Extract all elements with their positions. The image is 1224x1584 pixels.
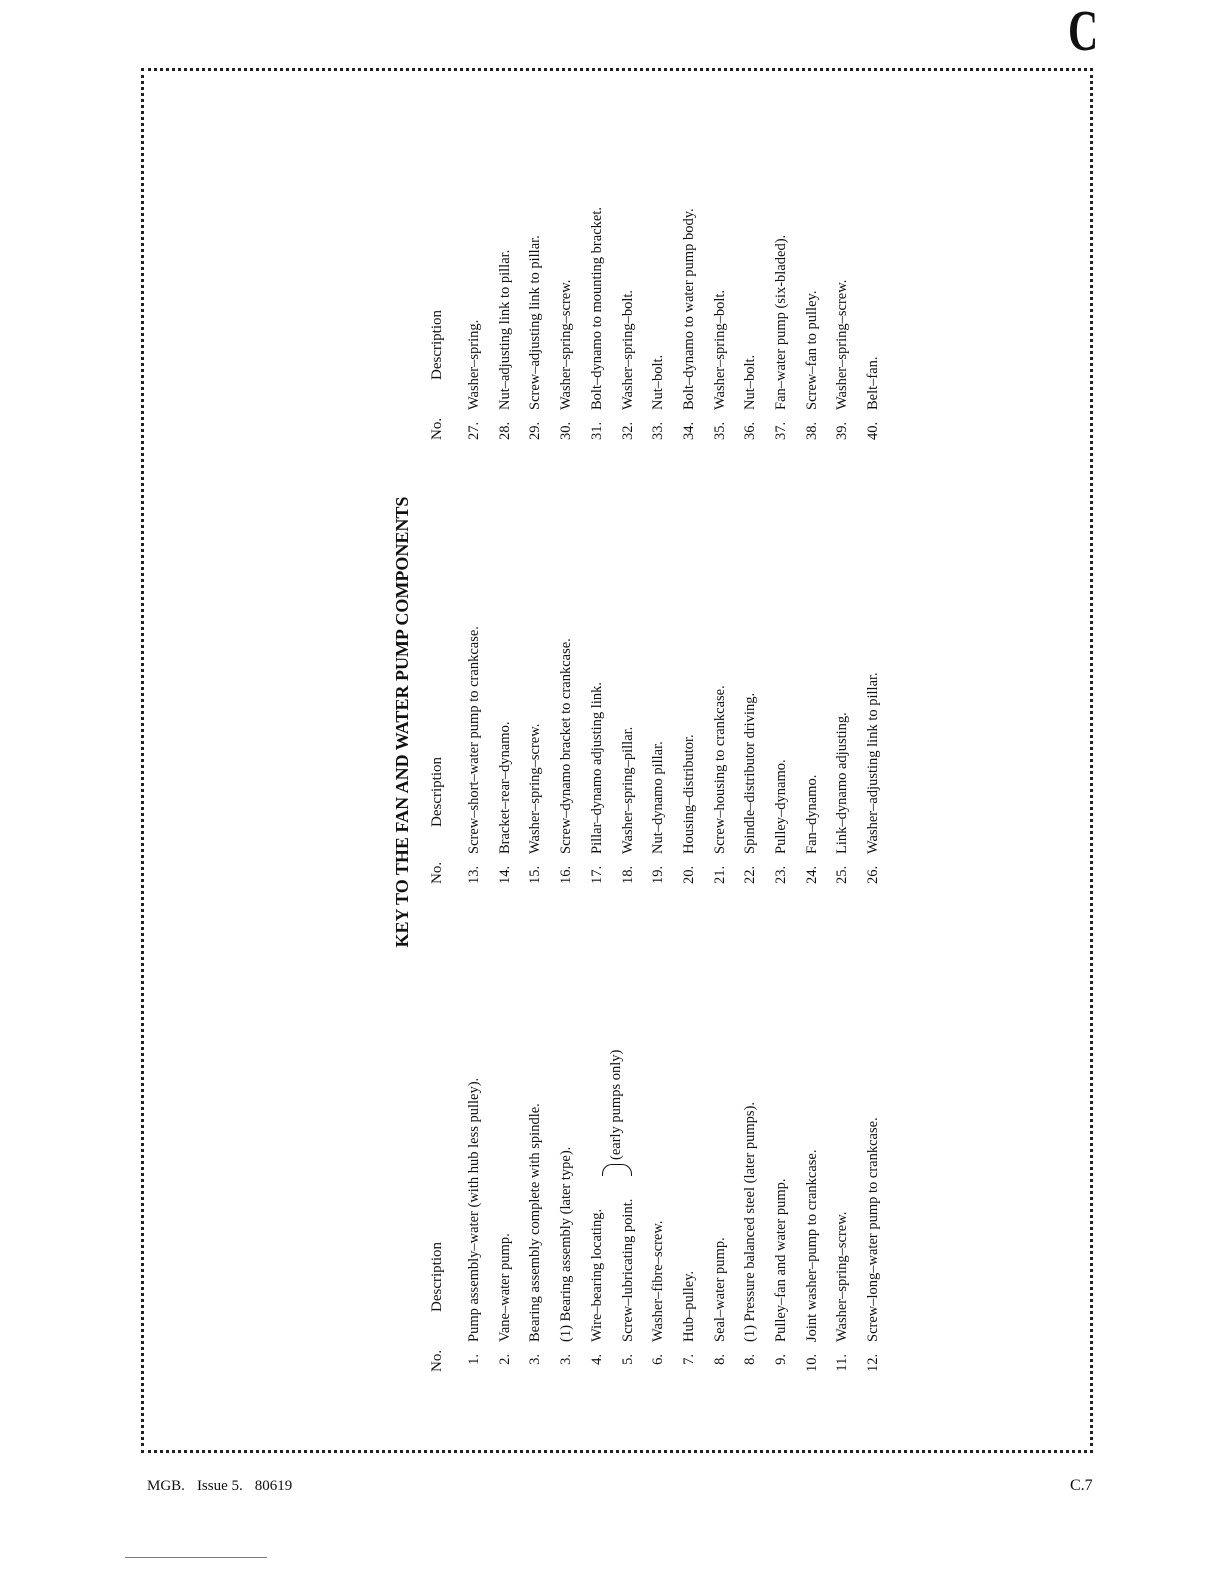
- part-number: 17.: [588, 865, 605, 884]
- part-description: Washer–spring–screw.: [558, 279, 575, 410]
- part-number: 2.: [496, 1354, 513, 1365]
- part-description: Screw–fan to pulley.: [803, 290, 820, 410]
- footer-reference: [147, 1476, 292, 1496]
- part-description: Vane–water pump.: [496, 1233, 513, 1342]
- part-number: 40.: [865, 421, 882, 440]
- part-description: (1) Bearing assembly (later type).: [558, 1146, 575, 1342]
- part-description: Fan–water pump (six-bladed).: [773, 234, 789, 410]
- part-number: 1.: [466, 1354, 482, 1365]
- part-description: Washer–spring–bolt.: [711, 289, 728, 410]
- part-description: Screw–dynamo bracket to crankcase.: [558, 638, 575, 854]
- part-number: 3.: [558, 1354, 575, 1365]
- part-description: Pillar–dynamo adjusting link.: [588, 682, 605, 854]
- part-number: 28.: [496, 421, 513, 440]
- footer-issue: Issue 5.: [196, 1478, 243, 1494]
- part-description: Link–dynamo adjusting.: [834, 712, 851, 854]
- column-3-description-header: Description: [429, 310, 445, 380]
- part-description: Washer–spring–pillar.: [619, 726, 636, 854]
- part-number: 24.: [803, 865, 820, 884]
- part-number: 37.: [773, 421, 789, 440]
- part-number: 30.: [558, 421, 575, 440]
- part-description: Screw–housing to crankcase.: [711, 685, 728, 854]
- part-description: Washer–spring–screw.: [834, 1211, 851, 1342]
- part-number: 6.: [650, 1354, 667, 1365]
- part-number: 21.: [711, 865, 728, 884]
- part-description: Washer–spring.: [466, 319, 482, 410]
- part-description: (1) Pressure balanced steel (later pumps).: [742, 1102, 759, 1342]
- part-number: 38.: [803, 421, 820, 440]
- footer-model: MGB.: [147, 1478, 185, 1494]
- part-description: Nut–dynamo pillar.: [650, 741, 667, 854]
- part-description: Spindle–distributor driving.: [742, 692, 759, 854]
- part-number: 14.: [496, 865, 513, 884]
- part-description: Washer–fibre–screw.: [650, 1220, 667, 1342]
- part-description: Bolt–dynamo to mounting bracket.: [588, 207, 605, 410]
- part-description: Nut–adjusting link to pillar.: [496, 249, 513, 410]
- part-number: 27.: [466, 421, 482, 440]
- part-number: 23.: [773, 865, 789, 884]
- part-number: 8.: [742, 1354, 759, 1365]
- part-description: Belt–fan.: [865, 356, 882, 410]
- part-number: 34.: [680, 421, 697, 440]
- part-description: Bolt–dynamo to water pump body.: [680, 208, 697, 410]
- part-number: 20.: [680, 865, 697, 884]
- part-description: Housing–distributor.: [680, 734, 697, 854]
- column-3-no-header: No.: [429, 417, 445, 440]
- part-number: 4.: [588, 1354, 605, 1365]
- footer-code: 80619: [254, 1478, 293, 1494]
- part-number: 39.: [834, 421, 851, 440]
- part-description: Washer–spring–screw.: [527, 723, 544, 854]
- part-number: 31.: [588, 421, 605, 440]
- part-description: Nut–bolt.: [742, 354, 759, 410]
- scan-mark-line: [125, 1557, 267, 1558]
- part-number: 8.: [711, 1354, 728, 1365]
- part-number: 26.: [865, 865, 882, 884]
- part-description: Pump assembly–water (with hub less pulley).: [466, 1077, 482, 1342]
- part-number: 9.: [773, 1354, 789, 1365]
- section-letter: C: [1068, 0, 1097, 63]
- part-number: 29.: [527, 421, 544, 440]
- part-number: 35.: [711, 421, 728, 440]
- part-description: Pulley–dynamo.: [773, 759, 789, 854]
- part-number: 12.: [865, 1353, 882, 1372]
- parts-key: [390, 207, 990, 1372]
- part-description: Bracket–rear–dynamo.: [496, 721, 513, 854]
- part-number: 5.: [619, 1354, 636, 1365]
- part-description: Seal–water pump.: [711, 1237, 728, 1342]
- column-1-description-header: Description: [429, 1242, 445, 1312]
- early-pumps-bracket: [602, 1164, 632, 1176]
- bracket-note: (early pumps only): [608, 1049, 624, 1160]
- part-number: 3.: [527, 1354, 544, 1365]
- part-number: 22.: [742, 865, 759, 884]
- part-description: Washer–adjusting link to pillar.: [865, 672, 882, 854]
- part-description: Fan–dynamo.: [803, 774, 820, 854]
- part-description: Washer–spring–bolt.: [619, 289, 636, 410]
- key-title: KEY TO THE FAN AND WATER PUMP COMPONENTS: [392, 496, 412, 948]
- part-number: 19.: [650, 865, 667, 884]
- part-description: Nut–bolt.: [650, 354, 667, 410]
- part-description: Screw–long–water pump to crankcase.: [865, 1117, 882, 1342]
- column-2-description-header: Description: [429, 757, 445, 827]
- part-number: 25.: [834, 865, 851, 884]
- part-description: Pulley–fan and water pump.: [773, 1178, 789, 1342]
- part-number: 36.: [742, 421, 759, 440]
- column-1-no-header: No.: [429, 1349, 445, 1372]
- part-number: 13.: [466, 865, 482, 884]
- page-number: C.7: [1070, 1477, 1093, 1494]
- part-description: Screw–adjusting link to pillar.: [527, 235, 544, 410]
- part-description: Wire–bearing locating.: [588, 1208, 605, 1342]
- part-number: 16.: [558, 865, 575, 884]
- part-number: 32.: [619, 421, 636, 440]
- part-number: 33.: [650, 421, 667, 440]
- part-number: 7.: [680, 1354, 697, 1365]
- column-2-no-header: No.: [429, 861, 445, 884]
- part-number: 11.: [834, 1354, 851, 1372]
- part-description: Screw–short–water pump to crankcase.: [466, 626, 482, 854]
- part-description: Washer–spring–screw.: [834, 279, 851, 410]
- part-description: Bearing assembly complete with spindle.: [527, 1103, 544, 1342]
- part-number: 15.: [527, 865, 544, 884]
- part-number: 10.: [803, 1353, 820, 1372]
- part-number: 18.: [619, 865, 636, 884]
- part-description: Hub–pulley.: [680, 1270, 697, 1342]
- part-description: Joint washer–pump to crankcase.: [803, 1149, 820, 1342]
- part-description: Screw–lubricating point.: [619, 1198, 636, 1342]
